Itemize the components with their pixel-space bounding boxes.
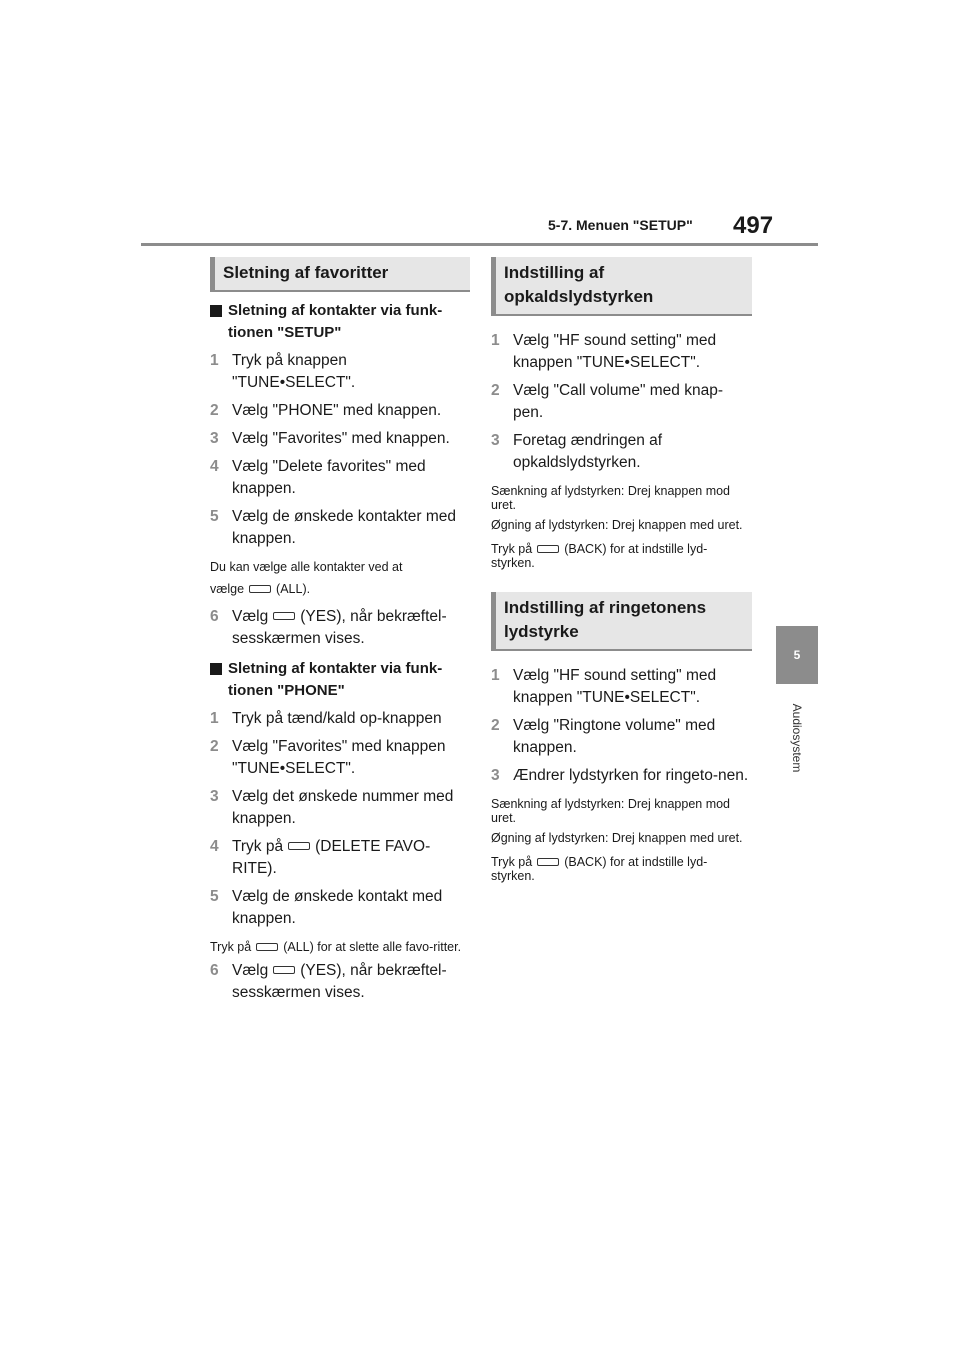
step-number: 4 [210, 838, 219, 855]
page-number: 497 [733, 212, 774, 239]
step-text: Vælg "PHONE" med knappen. [232, 402, 442, 419]
step-number: 2 [491, 382, 500, 399]
step [210, 786, 470, 830]
section-heading-favorites: Sletning af favoritter [210, 257, 470, 292]
step-text: Ændrer lydstyrken for ringeto-nen. [513, 767, 749, 784]
step-number: 3 [491, 767, 500, 784]
note-text: Tryk på [491, 542, 533, 556]
step [491, 665, 751, 709]
step-text: Vælg "Favorites" med knappen. [232, 430, 450, 447]
step-text: Vælg de ønskede kontakt med knappen. [232, 888, 443, 927]
step [491, 330, 751, 374]
step [210, 960, 470, 1004]
note [210, 940, 470, 954]
note-text: (BACK) for at indstille lyd-styrken. [491, 542, 708, 570]
button-icon [273, 966, 295, 974]
step-number: 2 [210, 402, 219, 419]
step-text: Vælg "Ringtone volume" med knappen. [513, 717, 716, 756]
left-column [210, 257, 470, 1004]
step [210, 708, 470, 730]
note: Øgning af lydstyrken: Drej knappen med uret. [491, 518, 743, 532]
note-text: Du kan vælge alle kontakter ved at [210, 560, 403, 574]
step [210, 506, 470, 550]
button-icon [273, 612, 295, 620]
step-number: 2 [210, 738, 219, 755]
step-text: Vælg [232, 608, 269, 625]
step [210, 836, 470, 880]
button-icon [288, 842, 310, 850]
step [210, 350, 470, 394]
button-icon [256, 943, 278, 951]
step-number: 1 [491, 667, 500, 684]
subheading-text: Sletning af kontakter via funk-tionen "PHONE" [228, 660, 443, 699]
step-number: 1 [210, 710, 219, 727]
right-column [491, 257, 751, 883]
subheading-text: Sletning af kontakter via funk-tionen "SETUP" [228, 302, 443, 341]
note-text: (BACK) for at indstille lyd-styrken. [491, 855, 708, 883]
chapter-number: 5 [793, 648, 801, 662]
step-number: 5 [210, 888, 219, 905]
step [210, 886, 470, 930]
step [210, 456, 470, 500]
step-number: 3 [491, 432, 500, 449]
step [491, 765, 751, 787]
step-text: Vælg "HF sound setting" med knappen "TUNE•SELECT". [513, 332, 717, 371]
step-text: Tryk på [232, 838, 284, 855]
note-text: Tryk på [491, 855, 533, 869]
step-text: Vælg det ønskede nummer med knappen. [232, 788, 454, 827]
step [491, 715, 751, 759]
note: Sænkning af lydstyrken: Drej knappen mod uret. [491, 484, 731, 512]
step [210, 606, 470, 650]
step-text: (YES), når bekræftel-sesskærmen vises. [232, 962, 447, 1001]
subheading-setup [210, 300, 470, 344]
step-number: 4 [210, 458, 219, 475]
step-number: 3 [210, 788, 219, 805]
note [210, 556, 470, 600]
step-number: 5 [210, 508, 219, 525]
section-heading-ringtone-volume: Indstilling af ringetonens lydstyrke [491, 592, 752, 651]
step-number: 1 [491, 332, 500, 349]
step-text: Vælg "Call volume" med knap-pen. [513, 382, 724, 421]
step [491, 380, 751, 424]
step-number: 2 [491, 717, 500, 734]
step [491, 430, 751, 474]
note-text: (ALL). [276, 582, 311, 596]
button-icon [537, 858, 559, 866]
note [491, 542, 751, 570]
subheading-phone [210, 658, 470, 702]
chapter-tab [776, 626, 818, 684]
step-text: (DELETE FAVO-RITE). [232, 838, 431, 877]
square-bullet-icon [210, 305, 222, 317]
step [210, 400, 470, 422]
chapter-label: Audiosystem [790, 703, 804, 773]
step-text: Vælg "Favorites" med knappen "TUNE•SELECT". [232, 738, 446, 777]
button-icon [537, 545, 559, 553]
note-text: Tryk på [210, 940, 252, 954]
step-number: 1 [210, 352, 219, 369]
square-bullet-icon [210, 663, 222, 675]
section-header: 5-7. Menuen "SETUP" [548, 217, 693, 233]
step-text: Vælg "Delete favorites" med knappen. [232, 458, 426, 497]
note-text: vælge [210, 582, 245, 596]
step-number: 3 [210, 430, 219, 447]
step-number: 6 [210, 608, 219, 625]
step-text: Tryk på tænd/kald op-knappen [232, 710, 442, 727]
step-text: Foretag ændringen af opkaldslydstyrken. [513, 432, 663, 471]
section-heading-call-volume: Indstilling af opkaldslydstyrken [491, 257, 752, 316]
step-number: 6 [210, 962, 219, 979]
note: Øgning af lydstyrken: Drej knappen med uret. [491, 831, 743, 845]
note [491, 855, 751, 883]
header-divider [141, 243, 818, 246]
note: Sænkning af lydstyrken: Drej knappen mod uret. [491, 797, 731, 825]
note-text: (ALL) for at slette alle favo-ritter. [283, 940, 462, 954]
step-text: Tryk på knappen "TUNE•SELECT". [232, 352, 356, 391]
step [210, 736, 470, 780]
button-icon [249, 585, 271, 593]
step-text: Vælg de ønskede kontakter med knappen. [232, 508, 457, 547]
step-text: Vælg [232, 962, 269, 979]
step-text: (YES), når bekræftel-sesskærmen vises. [232, 608, 447, 647]
step [210, 428, 470, 450]
step-text: Vælg "HF sound setting" med knappen "TUNE•SELECT". [513, 667, 717, 706]
